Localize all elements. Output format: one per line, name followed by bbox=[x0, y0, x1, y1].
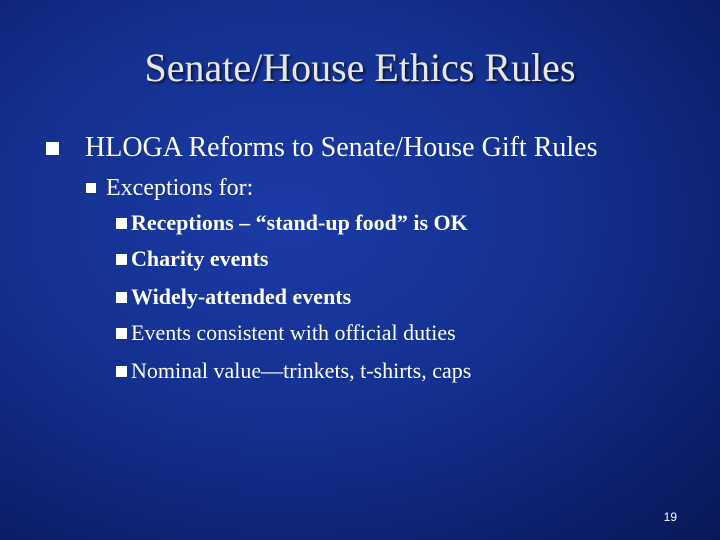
bullet-level3-item bbox=[116, 206, 468, 240]
square-bullet-icon bbox=[116, 292, 127, 303]
square-bullet-icon bbox=[86, 183, 96, 193]
bullet-level1 bbox=[46, 128, 598, 168]
bullet-level3-text: Nominal value—trinkets, t-shirts, caps bbox=[131, 358, 472, 383]
page-number: 19 bbox=[663, 510, 677, 524]
slide-title: Senate/House Ethics Rules bbox=[144, 45, 576, 90]
bullet-level3-text: Receptions – “stand-up food” is OK bbox=[131, 210, 468, 235]
square-bullet-icon bbox=[116, 366, 127, 377]
bullet-level3-item bbox=[116, 242, 268, 276]
square-bullet-icon bbox=[116, 254, 127, 265]
bullet-level3-item bbox=[116, 354, 471, 388]
bullet-level3-item bbox=[116, 280, 351, 314]
square-bullet-icon bbox=[116, 328, 127, 339]
square-bullet-icon bbox=[46, 142, 59, 155]
bullet-level3-text: Widely-attended events bbox=[131, 284, 352, 309]
bullet-level2-text: Exceptions for: bbox=[106, 174, 254, 201]
bullet-level3-item bbox=[116, 316, 456, 350]
bullet-level2 bbox=[86, 171, 253, 205]
square-bullet-icon bbox=[116, 218, 127, 229]
bullet-level3-text: Events consistent with official duties bbox=[131, 320, 456, 345]
bullet-level1-text: HLOGA Reforms to Senate/House Gift Rules bbox=[85, 132, 598, 163]
bullet-level3-text: Charity events bbox=[131, 246, 269, 271]
